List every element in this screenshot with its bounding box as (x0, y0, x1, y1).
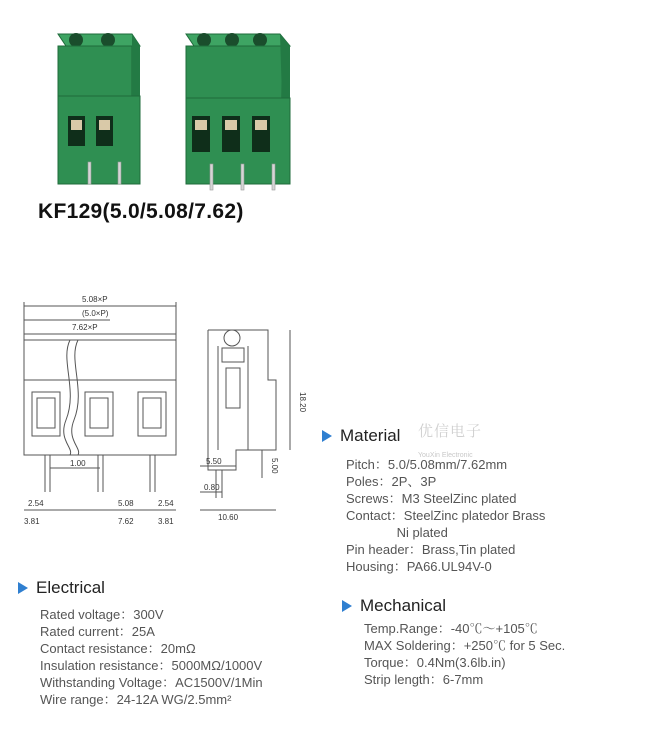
dim-3-81-right: 3.81 (158, 517, 174, 526)
electrical-item: Insulation resistance：5000MΩ/1000V (40, 658, 263, 673)
watermark: 优信电子 (418, 423, 483, 440)
electrical-list (40, 606, 263, 708)
material-title (322, 426, 400, 446)
electrical-item: Withstanding Voltage：AC1500V/1Min (40, 675, 263, 690)
dim-3-81-left: 3.81 (24, 517, 40, 526)
electrical-item: Wire range：24-12A WG/2.5mm² (40, 692, 232, 707)
electrical-item: Contact resistance：20mΩ (40, 641, 196, 656)
mechanical-item: Torque：0.4Nm(3.6lb.in) (364, 655, 506, 670)
model-label: KF129(5.0/5.08/7.62) (38, 200, 244, 223)
mechanical-title-text: Mechanical (360, 596, 446, 615)
dim-10-60: 10.60 (218, 513, 239, 522)
electrical-title-text: Electrical (36, 578, 105, 597)
dim-pitch-762: 7.62×P (72, 323, 98, 332)
terminal-block-2p-image (50, 28, 150, 193)
dim-5-08: 5.08 (118, 499, 134, 508)
mechanical-item: Temp.Range：-40℃～+105℃ (364, 621, 538, 636)
dim-5-00: 5.00 (270, 458, 279, 474)
electrical-item: Rated voltage：300V (40, 607, 164, 622)
dim-5-50: 5.50 (206, 457, 222, 466)
dim-pitch-alt: (5.0×P) (82, 309, 109, 318)
electrical-title (18, 578, 105, 598)
dim-pin-width: 1.00 (70, 459, 86, 468)
dim-0-80: 0.80 (204, 483, 220, 492)
mechanical-title (342, 596, 446, 616)
mechanical-item: MAX Soldering：+250℃ for 5 Sec. (364, 638, 566, 653)
material-list (346, 456, 545, 575)
material-title-text: Material (340, 426, 401, 445)
material-item: Housing：PA66.UL94V-0 (346, 559, 492, 574)
material-item: Poles：2P、3P (346, 474, 437, 489)
material-item: Contact：SteelZinc platedor Brass (346, 508, 546, 523)
mechanical-item: Strip length：6-7mm (364, 672, 484, 687)
material-item: Pin header：Brass,Tin plated (346, 542, 516, 557)
material-item: Screws：M3 SteelZinc plated (346, 491, 517, 506)
dim-2-54-right: 2.54 (158, 499, 174, 508)
dim-7-62: 7.62 (118, 517, 134, 526)
triangle-bullet-icon (18, 582, 28, 594)
mechanical-list (364, 620, 565, 688)
dim-pitch-total: 5.08×P (82, 295, 108, 304)
dimension-drawing (0, 280, 320, 530)
terminal-block-3p-image (180, 28, 300, 193)
triangle-bullet-icon (342, 600, 352, 612)
triangle-bullet-icon (322, 430, 332, 442)
dim-height: 18.20 (298, 392, 307, 413)
watermark-sub: YouXin Electronic (418, 452, 473, 459)
material-item: Ni plated (346, 525, 448, 540)
electrical-item: Rated current：25A (40, 624, 155, 639)
material-item: Pitch：5.0/5.08mm/7.62mm (346, 457, 508, 472)
dim-2-54-left: 2.54 (28, 499, 44, 508)
